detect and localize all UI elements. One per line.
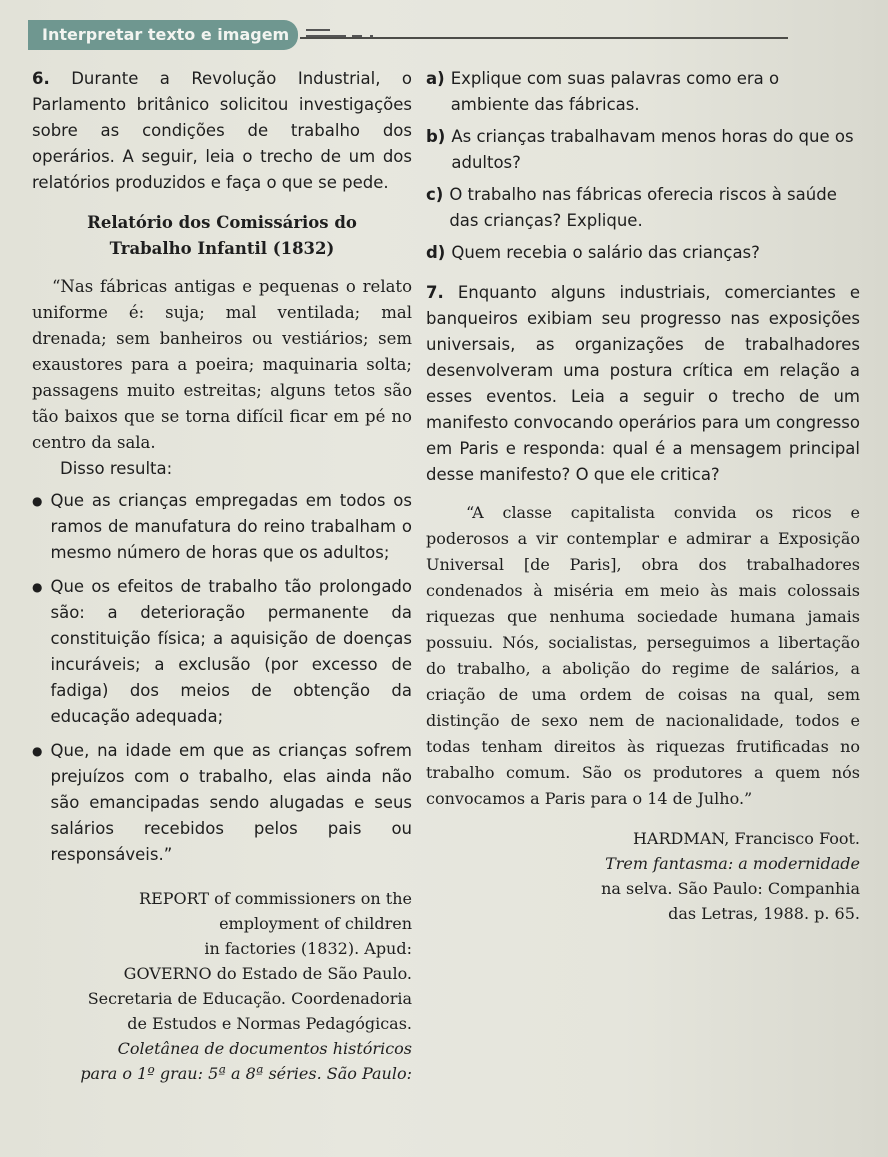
source-line: para o 1º grau: 5ª a 8ª séries. São Paulo: — [80, 1064, 412, 1083]
question-text: Durante a Revolução Industrial, o Parlamento britânico solicitou investigações sobre as condições de trabalho dos operários. A seguir, leia o trecho de um dos relatórios produzidos e faça o que se pede. — [32, 69, 412, 192]
report-quote: “Nas fábricas antigas e pequenas o relato uniforme é: suja; mal ventilada; mal drenada; sem banheiros ou vestiários; sem exaustores para a poeira; maquinaria solta; passagens muito estreitas; alguns tetos são tão baixos que se torna difícil ficar em pé no centro da sala. — [32, 277, 412, 452]
option-letter: a) — [426, 69, 445, 88]
list-item — [32, 488, 412, 566]
source-author: HARDMAN, Francisco Foot. — [632, 829, 860, 848]
bullet-icon: ● — [32, 494, 43, 508]
manifesto-quote: “A classe capitalista convida os ricos e poderosos a vir contemplar e admirar a Exposição Universal [de Paris], obra dos trabalhadores condenados à miséria em meio às mais colossais riquezas que nenhuma sociedade humana jamais possuiu. Nós, socialistas, perseguimos a libertação do trabalho, a abolição do regime de salários, a criação de uma ordem de coisas na qual, sem distinção de sexo nem de nacionalidade, todos e todas tenham direitos às riquezas frutificadas no trabalho comum. São os produtores a quem nós convocamos a Paris para o 14 de Julho.” — [426, 503, 860, 808]
question-6c — [426, 182, 860, 234]
results-label: Disso resulta: — [60, 459, 173, 478]
source-line: GOVERNO do Estado de São Paulo. — [123, 964, 412, 983]
question-6d — [426, 240, 860, 266]
question-7-intro — [426, 280, 860, 488]
section-title: Interpretar texto e imagem — [42, 25, 290, 44]
option-letter: c) — [426, 185, 444, 204]
question-text: Enquanto alguns industriais, comerciantes e banqueiros exibiam seu progresso nas exposições universais, as organizações de trabalhadores desenvolveram uma postura crítica em relação a esses eventos. Leia a seguir o trecho de um manifesto convocando operários para um congresso em Paris e responda: qual é a mensagem principal desse manifesto? O que ele critica? — [426, 283, 860, 484]
option-text: Quem recebia o salário das crianças? — [451, 243, 760, 262]
list-item-text: Que as crianças empregadas em todos os ramos de manufatura do reino trabalham o mesmo número de horas que os adultos; — [50, 491, 412, 562]
source-title: Trem fantasma: a modernidade — [605, 854, 860, 873]
question-6-intro — [32, 66, 412, 196]
source-publisher: das Letras, 1988. p. 65. — [668, 904, 860, 923]
source-line: REPORT of commissioners on the — [139, 889, 412, 908]
source-line: employment of children — [219, 914, 412, 933]
section-header — [28, 20, 298, 50]
list-item — [32, 574, 412, 730]
header-rule — [300, 37, 788, 39]
list-item-text: Que os efeitos de trabalho tão prolongado são: a deterioração permanente da constituição física; a aquisição de doenças incuráveis; a exclusão (por excesso de fadiga) dos meios de obtenção da educação adequada; — [50, 577, 412, 726]
option-letter: d) — [426, 243, 446, 262]
list-item — [32, 738, 412, 868]
question-6a — [426, 66, 860, 118]
report-source — [32, 886, 412, 1086]
manifesto-source — [426, 826, 860, 926]
source-line: de Estudos e Normas Pedagógicas. — [127, 1014, 412, 1033]
option-text: Explique com suas palavras como era o ambiente das fábricas. — [450, 69, 780, 114]
header-dashes — [300, 26, 400, 42]
list-item-text: Que, na idade em que as crianças sofrem prejuízos com o trabalho, elas ainda não são emancipadas sendo alugadas e seus salários recebidos pelos pais ou responsáveis.” — [50, 741, 412, 864]
option-text: As crianças trabalhavam menos horas do que os adultos? — [451, 127, 854, 172]
question-number: 7. — [426, 283, 444, 302]
question-number: 6. — [32, 69, 50, 88]
right-column — [426, 66, 860, 926]
source-line: in factories (1832). Apud: — [204, 939, 412, 958]
option-letter: b) — [426, 127, 446, 146]
report-title: Relatório dos Comissários do Trabalho Infantil (1832) — [87, 213, 357, 258]
bullet-icon: ● — [32, 744, 43, 758]
option-text: O trabalho nas fábricas oferecia riscos à saúde das crianças? Explique. — [449, 185, 837, 230]
source-line: Secretaria de Educação. Coordenadoria — [87, 989, 412, 1008]
question-6b — [426, 124, 860, 176]
source-place: na selva. São Paulo: Companhia — [601, 879, 860, 898]
source-line: Coletânea de documentos históricos — [117, 1039, 412, 1058]
bullet-icon: ● — [32, 580, 43, 594]
left-column — [32, 66, 412, 1086]
